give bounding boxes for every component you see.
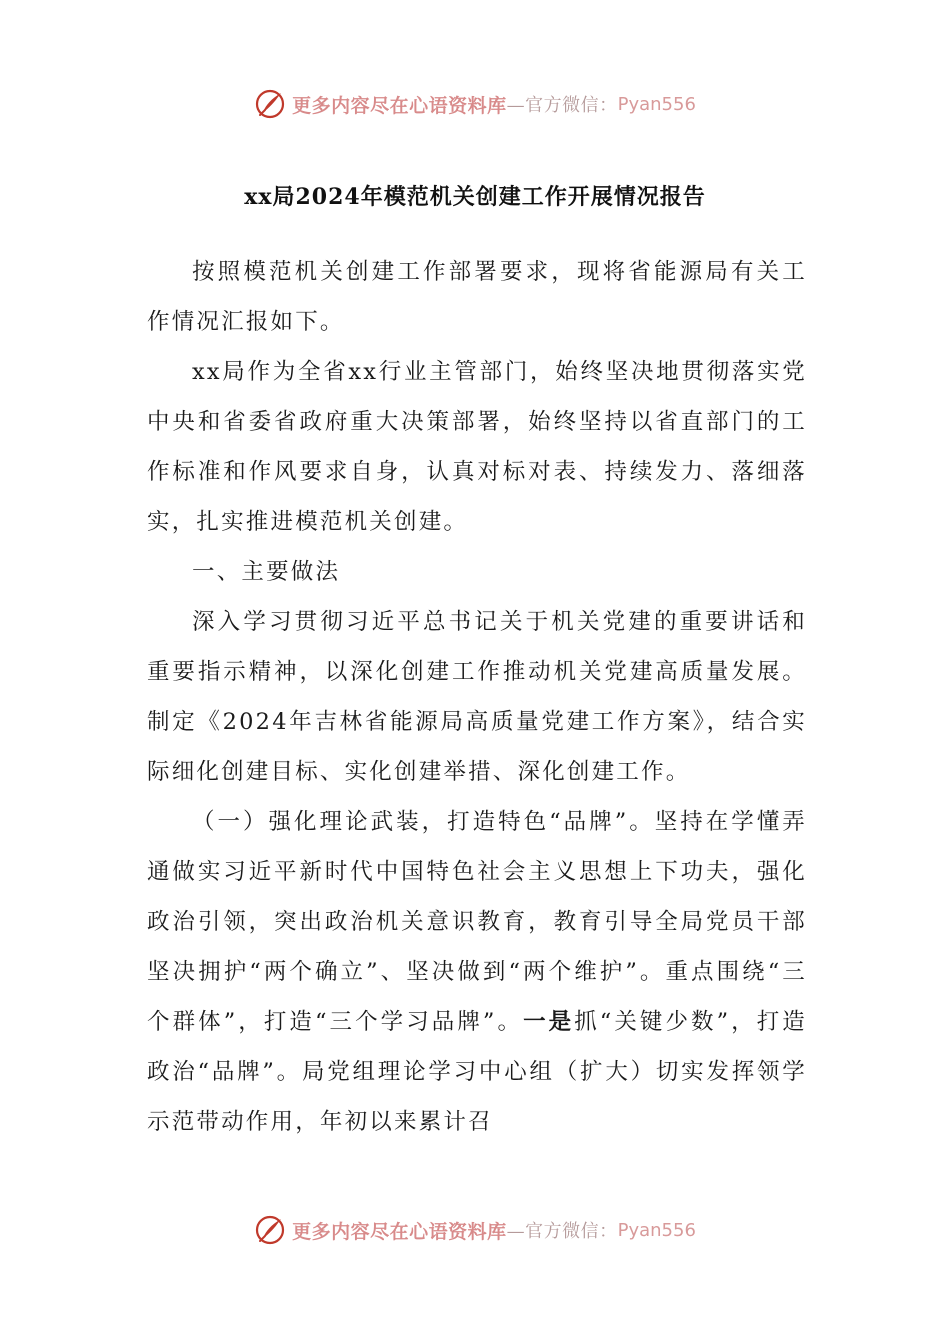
paragraph-text: 抓“关键少数”，打造政治“品牌”。局党组理论学习中心组（扩大）切实发挥领学示范带动作用，年初以来累计召 <box>147 1009 807 1135</box>
emphasis-text: 一是 <box>523 1009 575 1035</box>
document-body <box>147 247 807 1147</box>
paragraph: 按照模范机关创建工作部署要求，现将省能源局有关工作情况汇报如下。 <box>147 259 807 335</box>
watermark-brand-text: 更多内容尽在心语资料库 <box>292 94 507 117</box>
quill-logo-icon <box>254 1214 286 1246</box>
watermark-separator-text: —官方微信： <box>506 95 618 116</box>
paragraph: 深入学习贯彻习近平总书记关于机关党建的重要讲话和重要指示精神，以深化创建工作推动机关党建高质量发展。制定《2024年吉林省能源局高质量党建工作方案》，结合实际细化创建目标、实化创建举措、深化创建工作。 <box>147 609 807 785</box>
paragraph: xx局作为全省xx行业主管部门，始终坚决地贯彻落实党中央和省委省政府重大决策部署，始终坚持以省直部门的工作标准和作风要求自身，认真对标对表、持续发力、落细落实，扎实推进模范机关创建。 <box>147 359 807 535</box>
paragraph <box>147 797 807 1147</box>
watermark-separator-text: —官方微信： <box>506 1221 618 1242</box>
watermark-wechat-id: Pyan556 <box>617 1219 696 1241</box>
document-title: xx局2024年模范机关创建工作开展情况报告 <box>244 184 706 210</box>
watermark-banner-bottom <box>0 1210 950 1250</box>
quill-logo-icon <box>254 88 286 120</box>
watermark-banner-top <box>0 84 950 124</box>
watermark-wechat-id: Pyan556 <box>617 93 696 115</box>
paragraph-text: （一）强化理论武装，打造特色“品牌”。坚持在学懂弄通做实习近平新时代中国特色社会主义思想上下功夫，强化政治引领，突出政治机关意识教育，教育引导全局党员干部坚决拥护“两个确立”、坚决做到“两个维护”。重点围绕“三个群体”，打造“三个学习品牌”。 <box>147 809 807 1035</box>
watermark-brand-text: 更多内容尽在心语资料库 <box>292 1220 507 1243</box>
section-heading: 一、主要做法 <box>192 559 341 585</box>
